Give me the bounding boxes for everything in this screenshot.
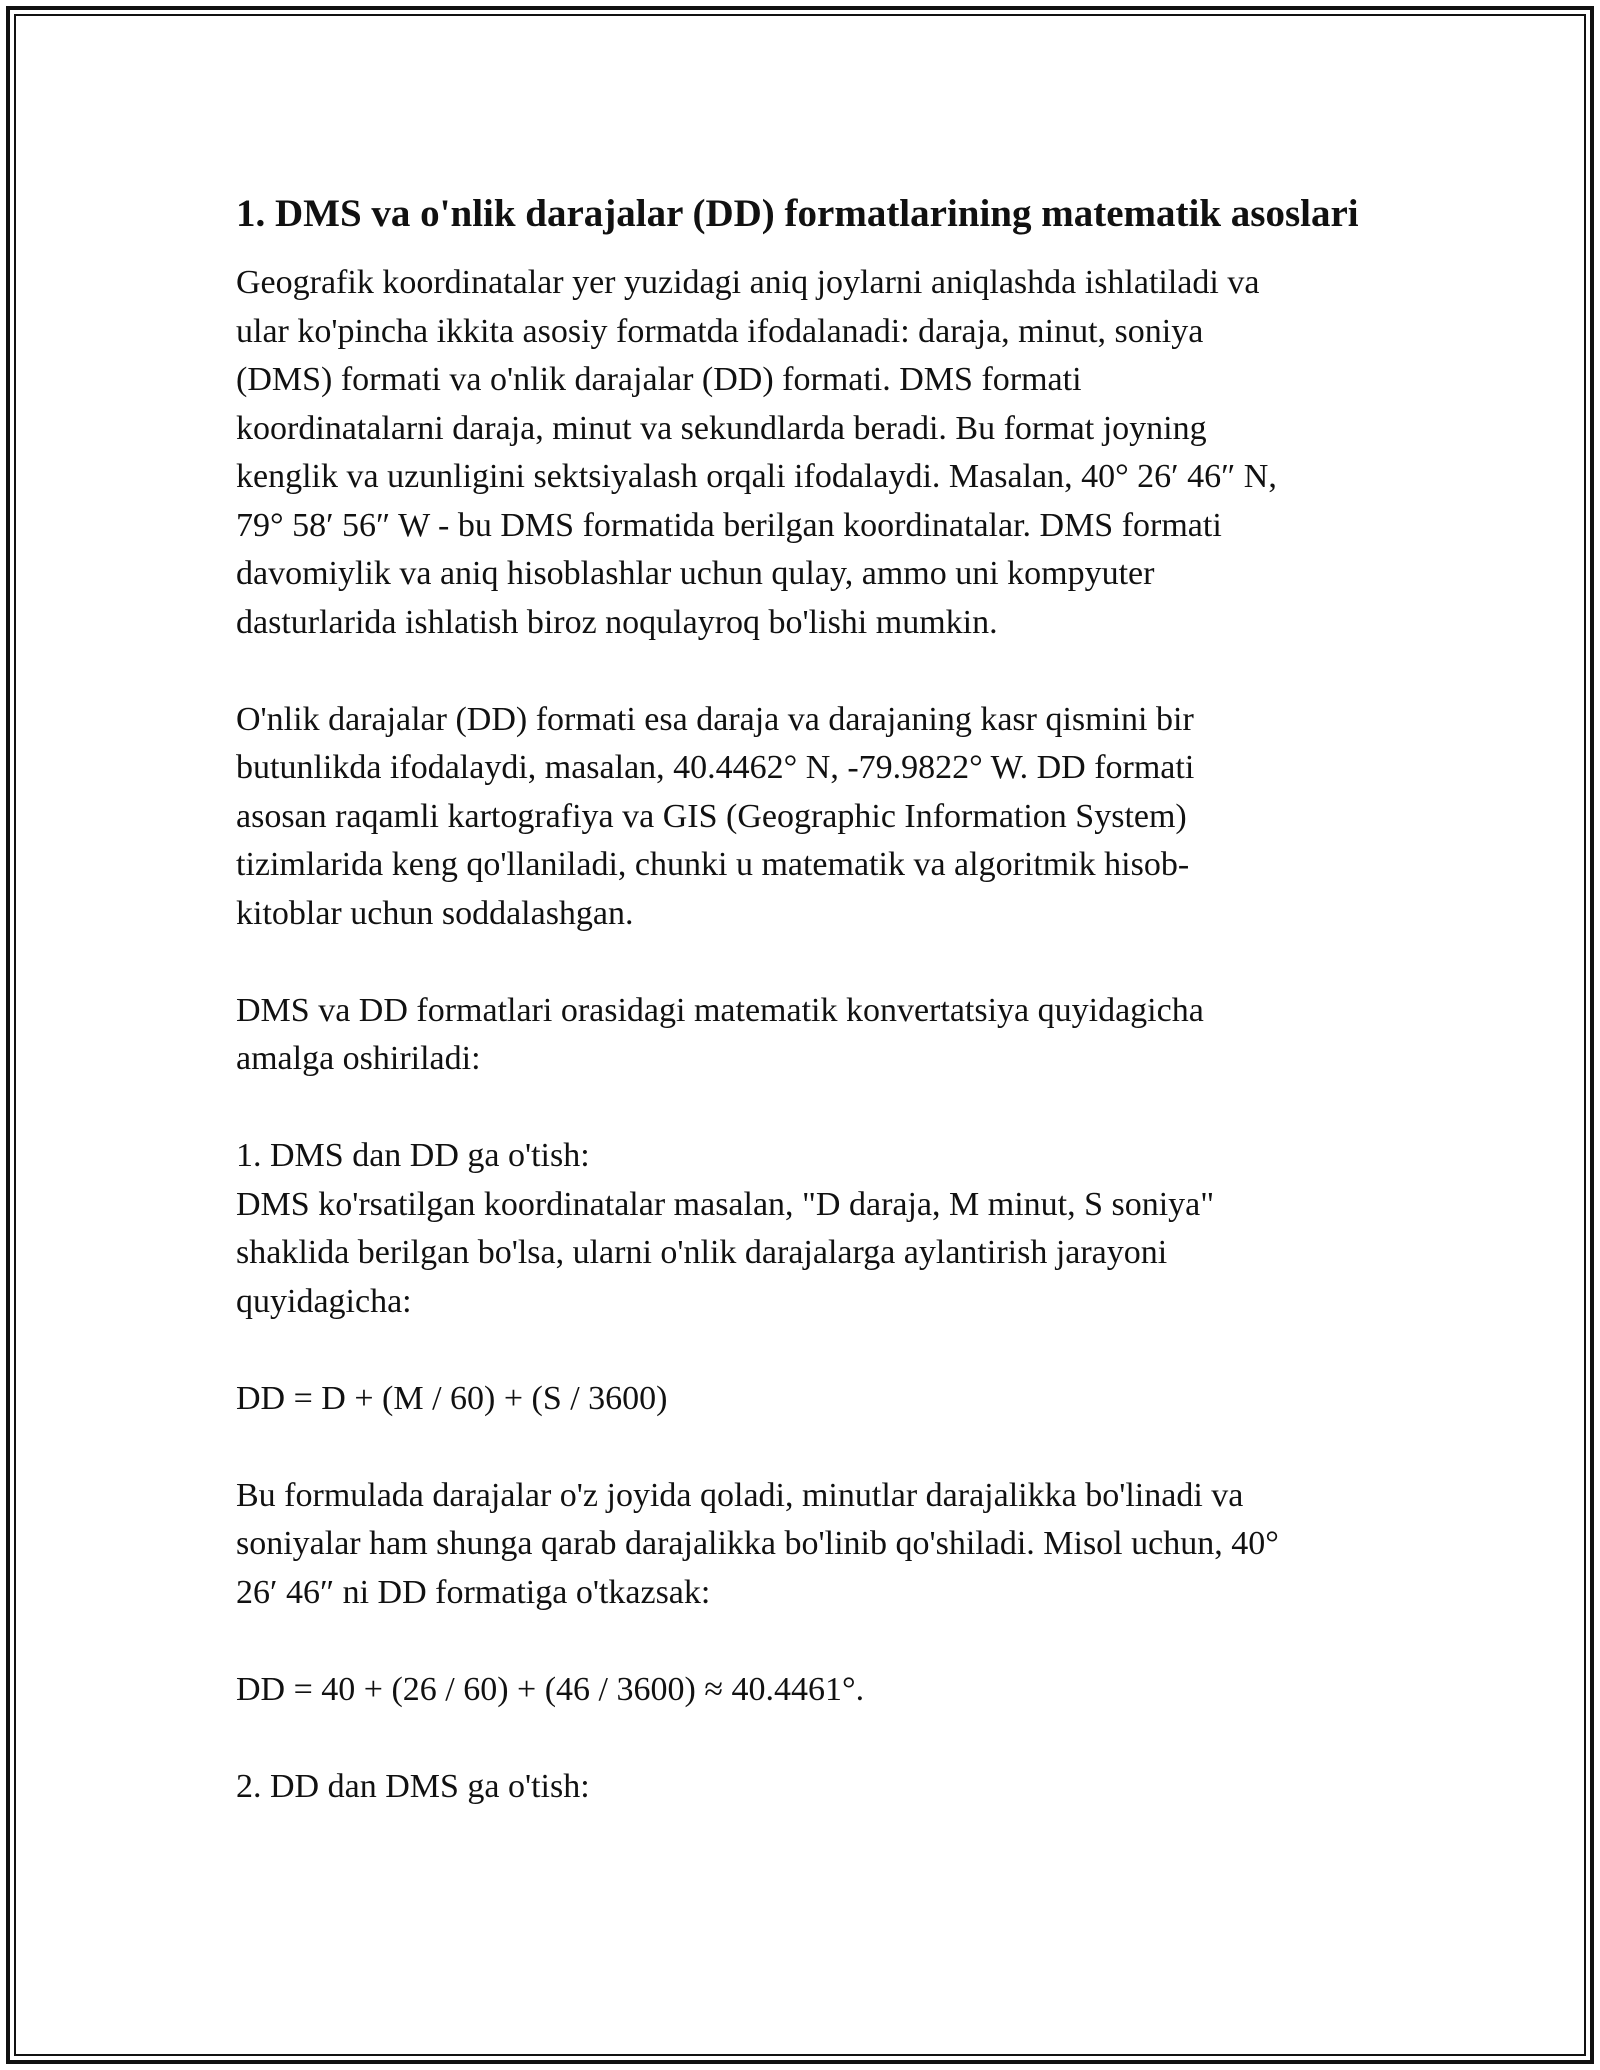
formula-dd: DD = D + (M / 60) + (S / 3600) — [236, 1379, 668, 1417]
list-item-dms-to-dd: 1. DMS dan DD ga o'tish: DMS ko'rsatilgan koordinatalar masalan, "D daraja, M minut, S soniya" shaklida berilgan bo'lsa, ularni o'nlik darajalarga aylantirish jarayoni quyidagicha: — [236, 1137, 1215, 1320]
document-body — [236, 186, 1376, 1811]
paragraph-formula-explanation: Bu formulada darajalar o'z joyida qoladi, minutlar darajalikka bo'linadi va soniyalar ham shunga qarab darajalikka bo'linib qo'shiladi. Misol uchun, 40° 26′ 46″ ni DD formatiga o'tkazsak: — [236, 1476, 1279, 1611]
list-item-dd-to-dms: 2. DD dan DMS ga o'tish: — [236, 1767, 590, 1805]
paragraph-intro: Geografik koordinatalar yer yuzidagi aniq joylarni aniqlashda ishlatiladi va ular ko'pincha ikkita asosiy formatda ifodalanadi: daraja, minut, soniya (DMS) formati va o'nlik darajalar (DD) formati. DMS formati koordinatalarni daraja, minut va sekundlarda beradi. Bu format joyning kenglik va uzunligini sektsiyalash orqali ifodalaydi. Masalan, 40° 26′ 46″ N, 79° 58′ 56″ W - bu DMS formatida berilgan koordinatalar. DMS formati davomiylik va aniq hisoblashlar uchun qulay, ammo uni kompyuter dasturlarida ishlatish biroz noqulayroq bo'lishi mumkin. — [236, 264, 1277, 641]
paragraph-spacer — [236, 1423, 1376, 1472]
formula-example: DD = 40 + (26 / 60) + (46 / 3600) ≈ 40.4461°. — [236, 1670, 865, 1708]
paragraph-spacer — [236, 1617, 1376, 1666]
paragraph-spacer — [236, 938, 1376, 987]
paragraph-dd-format: O'nlik darajalar (DD) formati esa daraja va darajaning kasr qismini bir butunlikda ifodalaydi, masalan, 40.4462° N, -79.9822° W. DD formati asosan raqamli kartografiya va GIS (Geographic Information System) tizimlarida keng qo'llaniladi, chunki u matematik va algoritmik hisob- kitoblar uchun soddalashgan. — [236, 700, 1195, 932]
paragraph-spacer — [236, 1714, 1376, 1763]
paragraph-spacer — [236, 1326, 1376, 1375]
section-heading: 1. DMS va o'nlik darajalar (DD) formatlarining matematik asoslari — [236, 192, 1359, 235]
paragraph-conversion-intro: DMS va DD formatlari orasidagi matematik konvertatsiya quyidagicha amalga oshiriladi: — [236, 991, 1204, 1077]
paragraph-spacer — [236, 1084, 1376, 1133]
paragraph-spacer — [236, 647, 1376, 696]
